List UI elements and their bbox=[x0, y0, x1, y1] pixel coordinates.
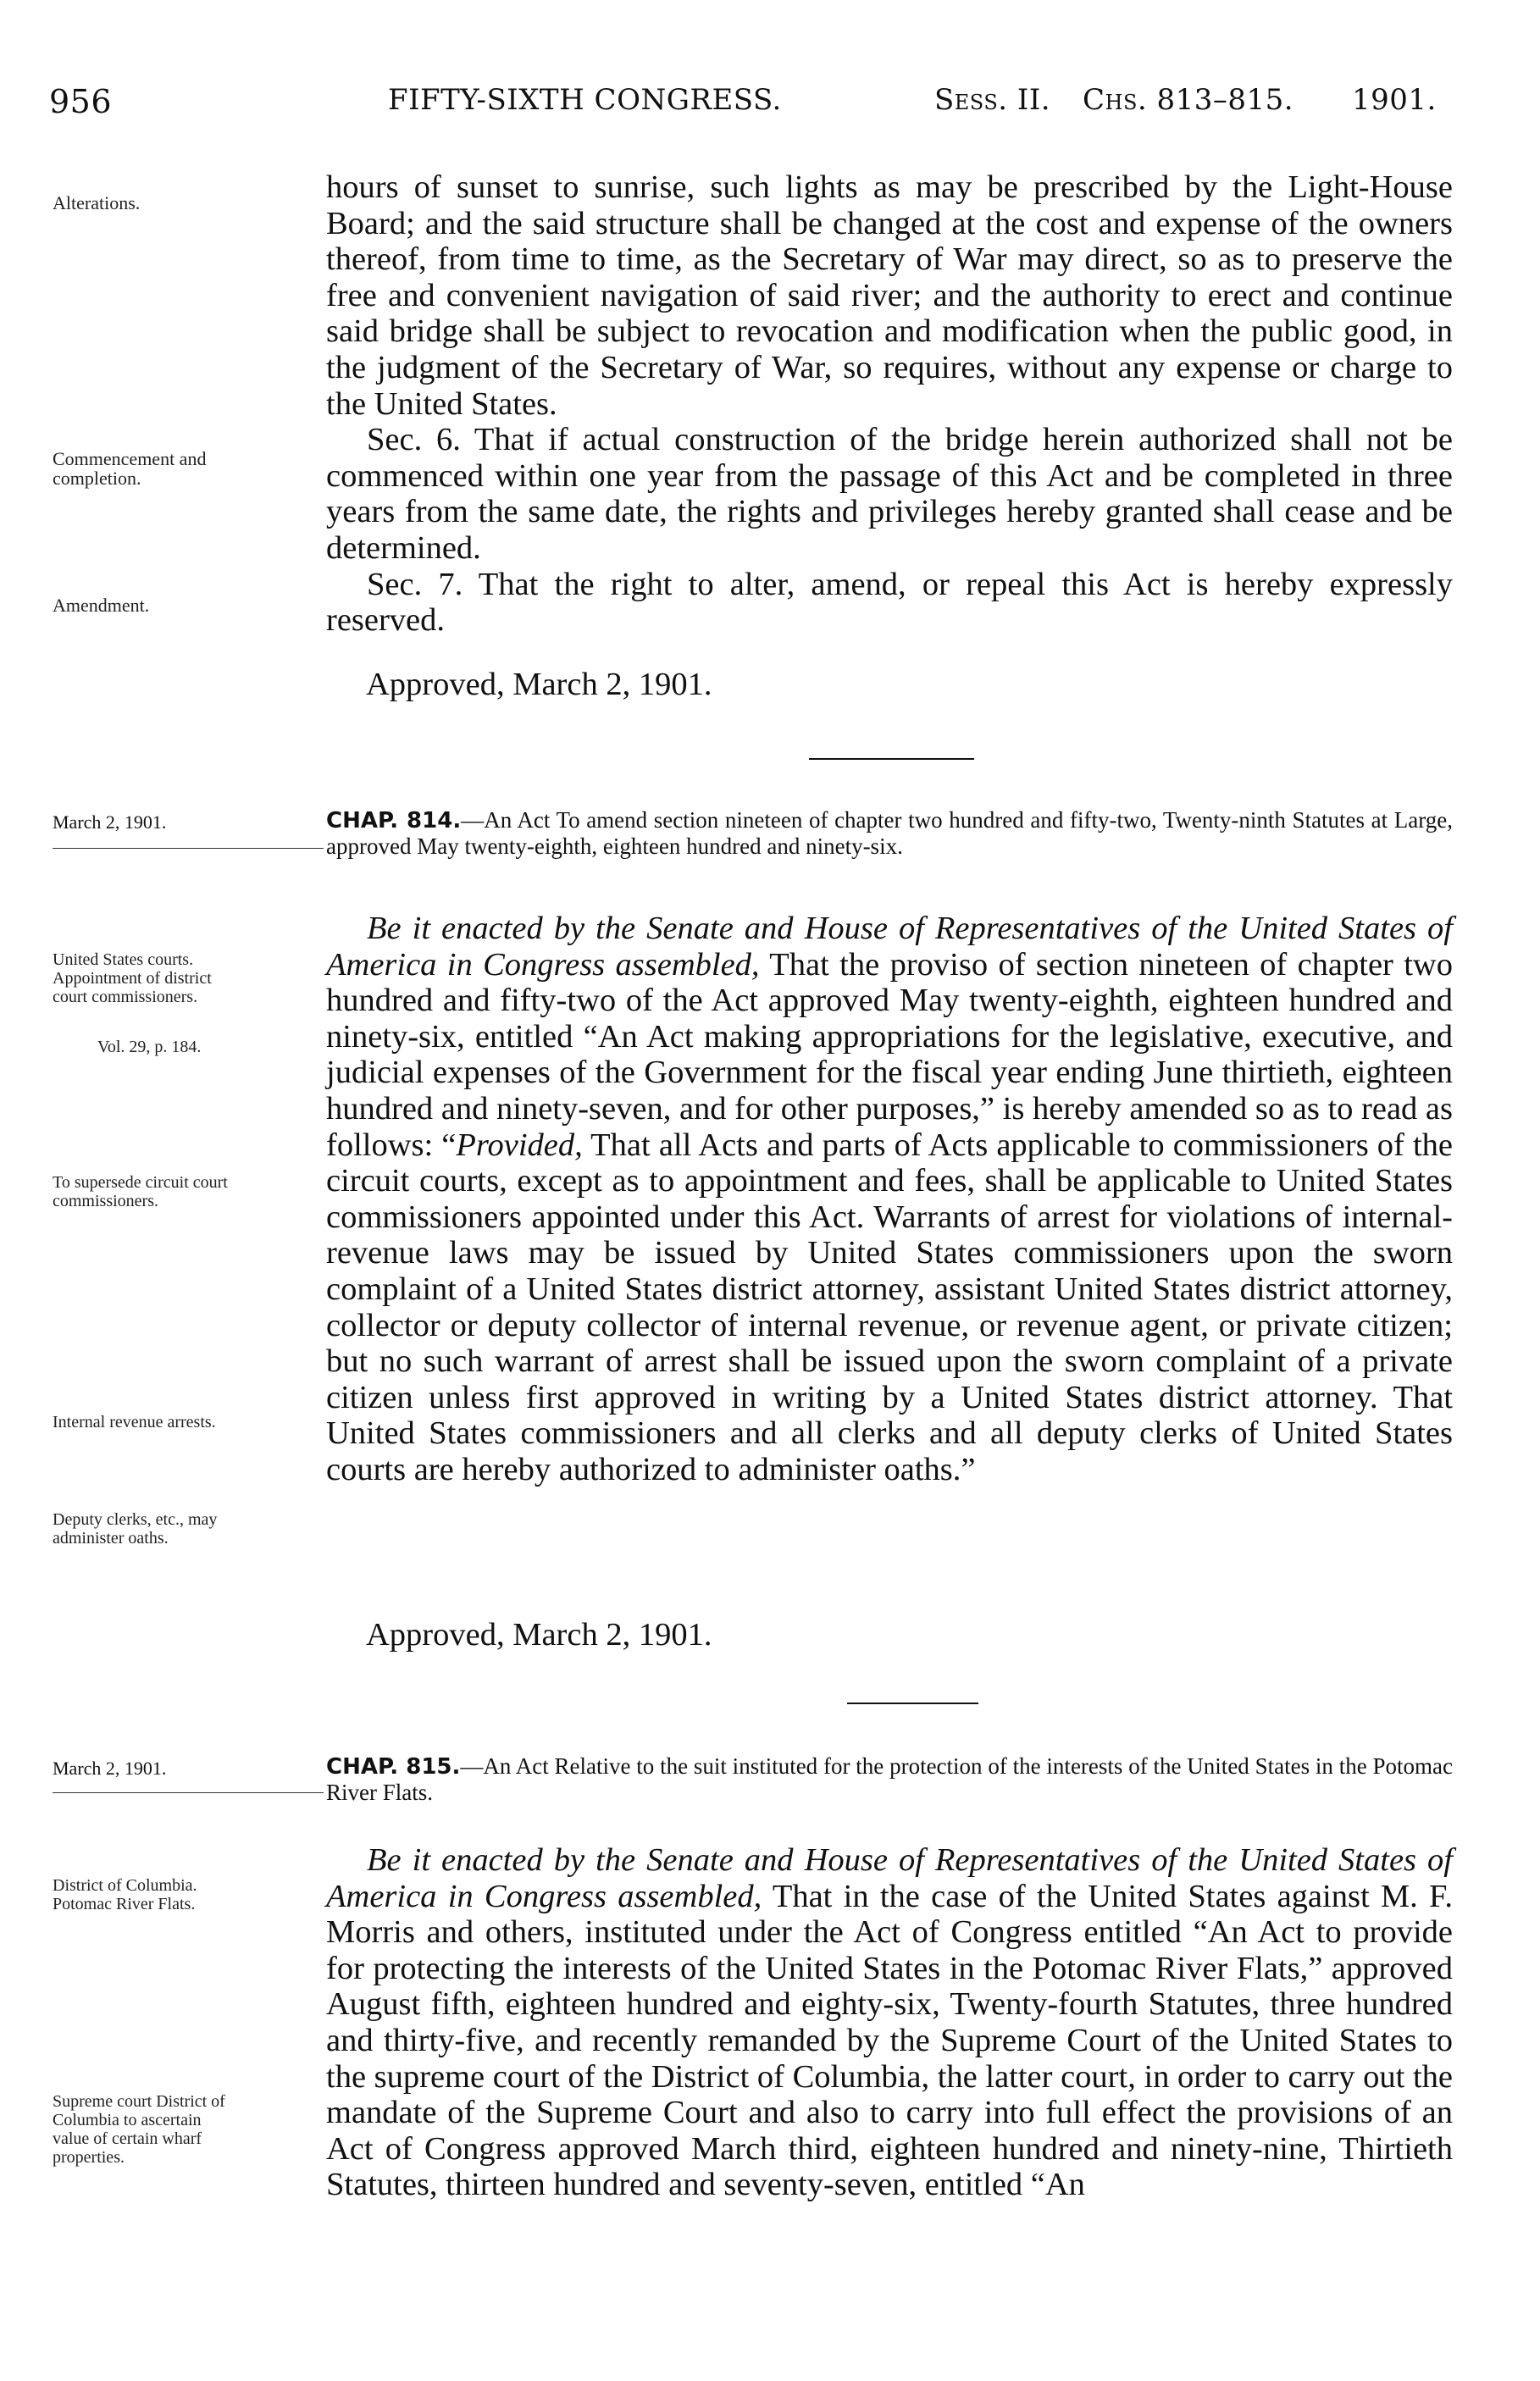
chapter-814-body-text: That the proviso of section nineteen of chapter two hundred and fifty-two of the Act approved May twenty-eighth, eighteen hundred and ninety-six, entitled “An Act making appropriations for the legislative, executive, and judicial expenses of the Government for the fiscal year ending June thirtieth, eighteen hundred and ninety-seven, and for other purposes,” is hereby amended so as to read as follows: “ bbox=[326, 946, 1453, 1163]
margin-note-us-courts: United States courts. Appointment of district court commissioners. bbox=[53, 950, 212, 1006]
margin-note-vol-ref: Vol. 29, p. 184. bbox=[97, 1038, 202, 1056]
chapter-815-body bbox=[326, 1842, 1453, 2203]
page-number: 956 bbox=[49, 83, 113, 120]
year-label: 1901. bbox=[1352, 83, 1437, 117]
chapter-814-approved: Approved, March 2, 1901. bbox=[366, 1617, 712, 1653]
chapter-815-date: March 2, 1901. bbox=[53, 1758, 167, 1779]
chapter-815-heading bbox=[326, 1753, 1453, 1805]
chapters-label: Chs. 813–815. bbox=[1083, 83, 1294, 117]
margin-note-amendment: Amendment. bbox=[53, 595, 150, 616]
running-header bbox=[49, 83, 1455, 130]
chapter-815-text bbox=[326, 1842, 1453, 2203]
margin-note-alterations: Alterations. bbox=[53, 192, 141, 213]
congress-title: FIFTY-SIXTH CONGRESS. bbox=[388, 83, 782, 117]
chapter-814-text bbox=[326, 911, 1453, 1488]
margin-note-internal-revenue: Internal revenue arrests. bbox=[53, 1413, 216, 1431]
chapter-813-continuation bbox=[326, 169, 1453, 639]
margin-note-supersede: To supersede circuit court commissioners. bbox=[53, 1173, 228, 1210]
margin-note-district-columbia: District of Columbia. Potomac River Flats. bbox=[53, 1876, 197, 1913]
section-divider bbox=[809, 758, 974, 760]
chapter-814-body-text-2: That all Acts and parts of Acts applicable to commissioners of the circuit courts, except as to appointment and fees, shall be applicable to United States commissioners appointed under this Act. Warrants of arrest for violations of internal-revenue laws may be issued by United States commissioners upon the sworn complaint of a United States district attorney, assistant United States district attorney, collector or deputy collector of internal revenue, or revenue agent, or private citizen; but no such warrant of arrest shall be issued upon the sworn complaint of a private citizen unless first approved in writing by a United States district attorney. That United States commissioners and all clerks and all deputy clerks of United States courts are hereby authorized to administer oaths.” bbox=[326, 1127, 1453, 1487]
chapter-814-enacting-clause: Be it enacted by the Senate and House of Representatives of the United States of America in Congress assembled, bbox=[326, 911, 1453, 983]
chapter-814-heading bbox=[326, 807, 1453, 859]
chapter-814-provided: Provided, bbox=[456, 1127, 583, 1163]
chapter-815-label: CHAP. 815. bbox=[326, 1754, 461, 1780]
chapter-814-date-rule bbox=[53, 848, 324, 849]
chapter-814-label: CHAP. 814. bbox=[326, 808, 462, 833]
session-label: Sess. II. bbox=[934, 83, 1051, 117]
margin-note-deputy-clerks: Deputy clerks, etc., may administer oaths. bbox=[53, 1510, 218, 1548]
chapter-813-section-6: Sec. 6. That if actual construction of the bridge herein authorized shall not be commenced within one year from the passage of this Act and be completed in three years from the same date, the rights and privileges hereby granted shall cease and be determined. bbox=[326, 422, 1453, 566]
chapter-815-enacting-clause: Be it enacted by the Senate and House of Representatives of the United States of America in Congress assembled, bbox=[326, 1842, 1453, 1914]
margin-note-supreme-court: Supreme court District of Columbia to ascertain value of certain wharf properties. bbox=[53, 2092, 225, 2167]
chapter-815-date-rule bbox=[53, 1792, 324, 1793]
chapter-815-body-text: That in the case of the United States against M. F. Morris and others, instituted under the Act of Congress entitled “An Act to provide for protecting the interests of the United States in the Potomac River Flats,” approved August fifth, eighteen hundred and eighty-six, Twenty-fourth Statutes, three hundred and thirty-five, and recently remanded by the Supreme Court of the United States to the supreme court of the District of Columbia, the latter court, in order to carry out the mandate of the Supreme Court and also to carry into full effect the provisions of an Act of Congress approved March third, eighteen hundred and ninety-nine, Thirtieth Statutes, thirteen hundred and seventy-seven, entitled “An bbox=[326, 1878, 1453, 2203]
chapter-813-section-7: Sec. 7. That the right to alter, amend, or repeal this Act is hereby expressly reserved. bbox=[326, 566, 1453, 639]
chapter-814-date: March 2, 1901. bbox=[53, 811, 167, 833]
chapter-815-summary: —An Act Relative to the suit instituted for the protection of the interests of the United States in the Potomac River Flats. bbox=[326, 1753, 1453, 1805]
margin-note-commencement: Commencement and completion. bbox=[53, 448, 207, 489]
chapter-813-approved: Approved, March 2, 1901. bbox=[366, 667, 712, 702]
chapter-814-summary: —An Act To amend section nineteen of chapter two hundred and fifty-two, Twenty-ninth Statutes at Large, approved May twenty-eighth, eighteen hundred and ninety-six. bbox=[326, 807, 1453, 859]
chapter-813-paragraph: hours of sunset to sunrise, such lights as may be prescribed by the Light-House Board; and the said structure shall be changed at the cost and expense of the owners thereof, from time to time, as the Secretary of War may direct, so as to preserve the free and convenient navigation of said river; and the authority to erect and continue said bridge shall be subject to revocation and modification when the public good, in the judgment of the Secretary of War, so requires, without any expense or charge to the United States. bbox=[326, 169, 1453, 422]
chapter-814-body bbox=[326, 911, 1453, 1488]
section-divider bbox=[847, 1703, 978, 1704]
